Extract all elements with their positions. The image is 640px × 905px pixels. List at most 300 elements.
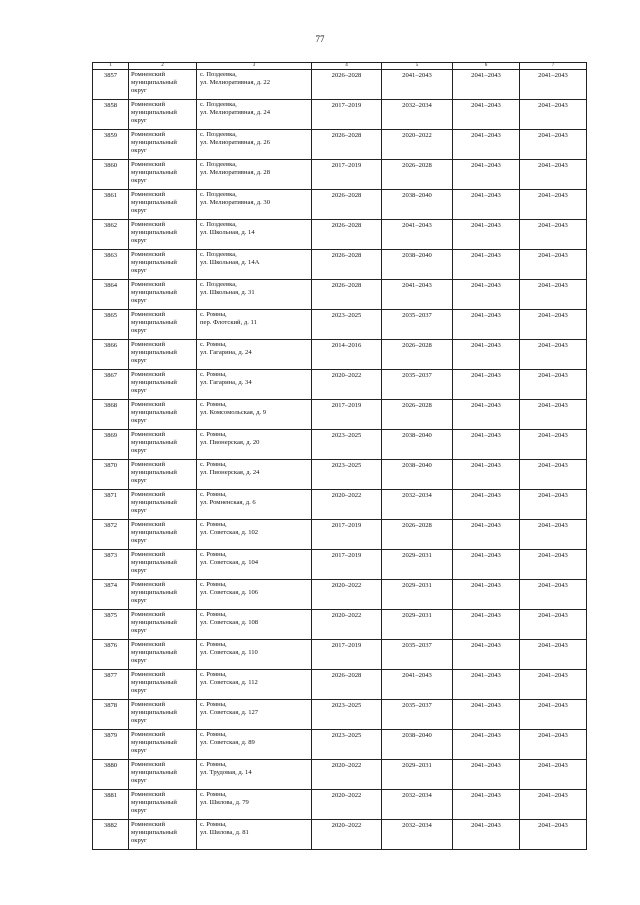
period-cell: 2041–2043: [453, 160, 520, 190]
address-line: с. Ромны,: [200, 551, 227, 558]
period-cell: 2020–2022: [312, 490, 382, 520]
period-cell: 2026–2028: [382, 340, 453, 370]
district-line: округ: [131, 207, 147, 214]
district-line: округ: [131, 177, 147, 184]
district-cell: [129, 70, 197, 100]
district-line: округ: [131, 357, 147, 364]
district-cell: [129, 430, 197, 460]
district-line: Ромненский: [131, 401, 166, 408]
district-line: Ромненский: [131, 431, 166, 438]
address-line: ул. Школьная, д. 31: [200, 289, 255, 296]
district-line: муниципальный: [131, 799, 177, 806]
period-cell: 2026–2028: [312, 670, 382, 700]
address-cell: [197, 430, 312, 460]
district-line: округ: [131, 687, 147, 694]
table-row: [93, 220, 587, 250]
district-cell: [129, 700, 197, 730]
district-line: муниципальный: [131, 829, 177, 836]
table-row: [93, 400, 587, 430]
period-cell: 2041–2043: [520, 430, 587, 460]
table-row: [93, 190, 587, 220]
period-cell: 2020–2022: [312, 820, 382, 850]
district-cell: [129, 550, 197, 580]
period-cell: 2020–2022: [312, 580, 382, 610]
address-line: с. Поздеевка,: [200, 71, 237, 78]
district-line: Ромненский: [131, 251, 166, 258]
table-row: [93, 130, 587, 160]
district-line: Ромненский: [131, 701, 166, 708]
district-line: округ: [131, 837, 147, 844]
period-cell: 2041–2043: [520, 520, 587, 550]
table-row: [93, 790, 587, 820]
address-line: с. Поздеевка,: [200, 281, 237, 288]
period-cell: 2041–2043: [453, 640, 520, 670]
table-row: [93, 670, 587, 700]
column-header: 1: [93, 63, 129, 70]
district-line: Ромненский: [131, 791, 166, 798]
table-row: [93, 430, 587, 460]
period-cell: 2041–2043: [453, 580, 520, 610]
table-row: [93, 700, 587, 730]
district-line: муниципальный: [131, 199, 177, 206]
period-cell: 2041–2043: [520, 640, 587, 670]
row-number-cell: 3876: [93, 640, 129, 670]
period-cell: 2026–2028: [312, 280, 382, 310]
district-line: муниципальный: [131, 439, 177, 446]
period-cell: 2020–2022: [312, 760, 382, 790]
district-line: Ромненский: [131, 221, 166, 228]
period-cell: 2041–2043: [453, 490, 520, 520]
district-cell: [129, 130, 197, 160]
period-cell: 2041–2043: [382, 670, 453, 700]
district-line: муниципальный: [131, 679, 177, 686]
page-number: 77: [315, 34, 325, 44]
period-cell: 2041–2043: [453, 700, 520, 730]
district-cell: [129, 670, 197, 700]
table-row: [93, 370, 587, 400]
district-cell: [129, 280, 197, 310]
period-cell: 2041–2043: [453, 790, 520, 820]
district-line: Ромненский: [131, 521, 166, 528]
district-cell: [129, 490, 197, 520]
district-line: округ: [131, 147, 147, 154]
period-cell: 2035–2037: [382, 310, 453, 340]
period-cell: 2017–2019: [312, 550, 382, 580]
column-header: 7: [520, 63, 587, 70]
period-cell: 2023–2025: [312, 430, 382, 460]
address-line: с. Поздеевка,: [200, 221, 237, 228]
table-row: [93, 310, 587, 340]
district-line: Ромненский: [131, 671, 166, 678]
period-cell: 2026–2028: [312, 220, 382, 250]
period-cell: 2038–2040: [382, 730, 453, 760]
period-cell: 2041–2043: [520, 340, 587, 370]
period-cell: 2041–2043: [453, 820, 520, 850]
address-cell: [197, 190, 312, 220]
table-row: [93, 340, 587, 370]
period-cell: 2041–2043: [520, 100, 587, 130]
address-line: с. Ромны,: [200, 341, 227, 348]
table-row: [93, 160, 587, 190]
district-line: Ромненский: [131, 491, 166, 498]
row-number-cell: 3875: [93, 610, 129, 640]
address-line: ул. Трудовая, д. 14: [200, 769, 252, 776]
district-line: округ: [131, 297, 147, 304]
address-line: ул. Пионерская, д. 24: [200, 469, 260, 476]
address-line: с. Ромны,: [200, 761, 227, 768]
address-line: с. Ромны,: [200, 401, 227, 408]
period-cell: 2038–2040: [382, 250, 453, 280]
period-cell: 2041–2043: [453, 550, 520, 580]
period-cell: 2041–2043: [520, 580, 587, 610]
period-cell: 2041–2043: [453, 280, 520, 310]
period-cell: 2041–2043: [453, 370, 520, 400]
district-cell: [129, 400, 197, 430]
period-cell: 2041–2043: [453, 130, 520, 160]
address-line: ул. Советская, д. 106: [200, 589, 259, 596]
address-line: ул. Мелиоративная, д. 28: [200, 169, 271, 176]
district-cell: [129, 190, 197, 220]
address-line: ул. Мелиоративная, д. 26: [200, 139, 271, 146]
address-cell: [197, 550, 312, 580]
address-line: с. Ромны,: [200, 461, 227, 468]
address-line: ул. Школьная, д. 14: [200, 229, 255, 236]
district-line: округ: [131, 237, 147, 244]
address-line: с. Поздеевка,: [200, 161, 237, 168]
table-row: [93, 760, 587, 790]
address-line: ул. Советская, д. 89: [200, 739, 255, 746]
district-cell: [129, 310, 197, 340]
period-cell: 2026–2028: [312, 70, 382, 100]
address-line: с. Поздеевка,: [200, 131, 237, 138]
column-header: 6: [453, 63, 520, 70]
address-line: ул. Советская, д. 102: [200, 529, 259, 536]
row-number-cell: 3859: [93, 130, 129, 160]
period-cell: 2035–2037: [382, 370, 453, 400]
district-line: округ: [131, 777, 147, 784]
period-cell: 2041–2043: [453, 400, 520, 430]
district-line: округ: [131, 87, 147, 94]
district-line: Ромненский: [131, 161, 166, 168]
address-line: с. Ромны,: [200, 611, 227, 618]
table-row: [93, 70, 587, 100]
period-cell: 2041–2043: [453, 340, 520, 370]
address-cell: [197, 100, 312, 130]
district-line: муниципальный: [131, 139, 177, 146]
address-line: ул. Советская, д. 104: [200, 559, 259, 566]
period-cell: 2035–2037: [382, 640, 453, 670]
address-cell: [197, 790, 312, 820]
address-line: ул. Советская, д. 112: [200, 679, 258, 686]
period-cell: 2041–2043: [520, 370, 587, 400]
period-cell: 2041–2043: [520, 400, 587, 430]
district-line: муниципальный: [131, 259, 177, 266]
period-cell: 2017–2019: [312, 400, 382, 430]
period-cell: 2014–2016: [312, 340, 382, 370]
period-cell: 2038–2040: [382, 430, 453, 460]
address-line: ул. Комсомольская, д. 9: [200, 409, 267, 416]
row-number-cell: 3857: [93, 70, 129, 100]
column-header: 4: [312, 63, 382, 70]
address-line: с. Ромны,: [200, 311, 227, 318]
period-cell: 2038–2040: [382, 460, 453, 490]
address-line: ул. Пионерская, д. 20: [200, 439, 260, 446]
period-cell: 2017–2019: [312, 100, 382, 130]
period-cell: 2041–2043: [520, 670, 587, 700]
period-cell: 2041–2043: [453, 100, 520, 130]
period-cell: 2026–2028: [312, 130, 382, 160]
row-number-cell: 3867: [93, 370, 129, 400]
table-row: [93, 100, 587, 130]
district-cell: [129, 520, 197, 550]
address-line: с. Ромны,: [200, 491, 227, 498]
period-cell: 2041–2043: [382, 280, 453, 310]
district-line: Ромненский: [131, 581, 166, 588]
district-line: муниципальный: [131, 769, 177, 776]
period-cell: 2029–2031: [382, 550, 453, 580]
district-line: округ: [131, 537, 147, 544]
period-cell: 2041–2043: [520, 250, 587, 280]
period-cell: 2041–2043: [520, 700, 587, 730]
table-row: [93, 580, 587, 610]
period-cell: 2023–2025: [312, 700, 382, 730]
period-cell: 2041–2043: [520, 820, 587, 850]
row-number-cell: 3879: [93, 730, 129, 760]
address-cell: [197, 520, 312, 550]
district-line: Ромненский: [131, 71, 166, 78]
address-cell: [197, 370, 312, 400]
address-cell: [197, 700, 312, 730]
address-line: пер. Флотский, д. 11: [200, 319, 257, 326]
period-cell: 2041–2043: [520, 280, 587, 310]
district-line: муниципальный: [131, 499, 177, 506]
district-line: муниципальный: [131, 379, 177, 386]
period-cell: 2041–2043: [520, 550, 587, 580]
period-cell: 2041–2043: [520, 460, 587, 490]
address-cell: [197, 730, 312, 760]
housing-schedule-table: [92, 62, 587, 850]
district-cell: [129, 640, 197, 670]
district-cell: [129, 250, 197, 280]
district-line: Ромненский: [131, 761, 166, 768]
period-cell: 2041–2043: [453, 610, 520, 640]
district-line: округ: [131, 747, 147, 754]
district-line: муниципальный: [131, 169, 177, 176]
column-header: 5: [382, 63, 453, 70]
address-line: ул. Гагарина, д. 34: [200, 379, 252, 386]
period-cell: 2041–2043: [453, 190, 520, 220]
district-line: муниципальный: [131, 559, 177, 566]
period-cell: 2020–2022: [312, 370, 382, 400]
district-line: Ромненский: [131, 131, 166, 138]
address-cell: [197, 460, 312, 490]
period-cell: 2041–2043: [453, 250, 520, 280]
district-line: округ: [131, 387, 147, 394]
period-cell: 2029–2031: [382, 610, 453, 640]
district-line: муниципальный: [131, 409, 177, 416]
table-row: [93, 730, 587, 760]
district-line: Ромненский: [131, 311, 166, 318]
period-cell: 2041–2043: [453, 460, 520, 490]
row-number-cell: 3877: [93, 670, 129, 700]
district-line: муниципальный: [131, 229, 177, 236]
district-line: муниципальный: [131, 109, 177, 116]
district-cell: [129, 730, 197, 760]
address-line: с. Ромны,: [200, 731, 227, 738]
district-line: округ: [131, 657, 147, 664]
row-number-cell: 3869: [93, 430, 129, 460]
address-line: ул. Мелиоративная, д. 30: [200, 199, 271, 206]
address-cell: [197, 310, 312, 340]
period-cell: 2041–2043: [520, 760, 587, 790]
district-line: Ромненский: [131, 191, 166, 198]
district-line: Ромненский: [131, 611, 166, 618]
period-cell: 2029–2031: [382, 580, 453, 610]
district-line: муниципальный: [131, 739, 177, 746]
row-number-cell: 3862: [93, 220, 129, 250]
district-line: округ: [131, 447, 147, 454]
district-cell: [129, 100, 197, 130]
period-cell: 2041–2043: [453, 430, 520, 460]
table-row: [93, 520, 587, 550]
district-line: муниципальный: [131, 529, 177, 536]
period-cell: 2023–2025: [312, 460, 382, 490]
row-number-cell: 3860: [93, 160, 129, 190]
address-line: ул. Шилова, д. 81: [200, 829, 249, 836]
period-cell: 2017–2019: [312, 160, 382, 190]
period-cell: 2026–2028: [312, 250, 382, 280]
row-number-cell: 3863: [93, 250, 129, 280]
district-line: округ: [131, 807, 147, 814]
address-cell: [197, 580, 312, 610]
address-line: с. Поздеевка,: [200, 101, 237, 108]
row-number-cell: 3874: [93, 580, 129, 610]
address-line: с. Ромны,: [200, 641, 227, 648]
address-cell: [197, 160, 312, 190]
district-line: муниципальный: [131, 289, 177, 296]
district-cell: [129, 760, 197, 790]
address-cell: [197, 760, 312, 790]
row-number-cell: 3872: [93, 520, 129, 550]
column-number-row: [93, 63, 587, 70]
row-number-cell: 3882: [93, 820, 129, 850]
row-number-cell: 3870: [93, 460, 129, 490]
district-line: округ: [131, 507, 147, 514]
row-number-cell: 3861: [93, 190, 129, 220]
period-cell: 2041–2043: [382, 70, 453, 100]
district-line: Ромненский: [131, 731, 166, 738]
district-line: округ: [131, 327, 147, 334]
address-cell: [197, 610, 312, 640]
district-line: муниципальный: [131, 709, 177, 716]
district-cell: [129, 160, 197, 190]
period-cell: 2041–2043: [520, 190, 587, 220]
address-line: с. Ромны,: [200, 791, 227, 798]
district-line: округ: [131, 417, 147, 424]
district-line: Ромненский: [131, 461, 166, 468]
row-number-cell: 3873: [93, 550, 129, 580]
district-line: Ромненский: [131, 821, 166, 828]
period-cell: 2020–2022: [382, 130, 453, 160]
address-line: ул. Мелиоративная, д. 24: [200, 109, 271, 116]
district-cell: [129, 460, 197, 490]
period-cell: 2026–2028: [312, 190, 382, 220]
district-line: округ: [131, 627, 147, 634]
period-cell: 2017–2019: [312, 520, 382, 550]
table-row: [93, 550, 587, 580]
period-cell: 2023–2025: [312, 730, 382, 760]
district-cell: [129, 220, 197, 250]
address-line: ул. Гагарина, д. 24: [200, 349, 252, 356]
district-cell: [129, 790, 197, 820]
district-line: муниципальный: [131, 619, 177, 626]
period-cell: 2032–2034: [382, 790, 453, 820]
row-number-cell: 3866: [93, 340, 129, 370]
period-cell: 2041–2043: [382, 220, 453, 250]
district-line: Ромненский: [131, 641, 166, 648]
address-cell: [197, 400, 312, 430]
period-cell: 2020–2022: [312, 610, 382, 640]
period-cell: 2026–2028: [382, 520, 453, 550]
table-row: [93, 610, 587, 640]
address-line: ул. Советская, д. 108: [200, 619, 259, 626]
period-cell: 2041–2043: [520, 70, 587, 100]
period-cell: 2041–2043: [520, 730, 587, 760]
address-cell: [197, 490, 312, 520]
district-line: округ: [131, 567, 147, 574]
address-cell: [197, 250, 312, 280]
period-cell: 2041–2043: [520, 490, 587, 520]
district-line: муниципальный: [131, 349, 177, 356]
address-line: ул. Советская, д. 127: [200, 709, 259, 716]
row-number-cell: 3880: [93, 760, 129, 790]
period-cell: 2041–2043: [453, 760, 520, 790]
district-line: Ромненский: [131, 551, 166, 558]
address-line: с. Ромны,: [200, 581, 227, 588]
period-cell: 2041–2043: [520, 610, 587, 640]
district-line: Ромненский: [131, 281, 166, 288]
period-cell: 2041–2043: [453, 730, 520, 760]
address-cell: [197, 340, 312, 370]
period-cell: 2032–2034: [382, 490, 453, 520]
district-line: муниципальный: [131, 469, 177, 476]
column-header: 2: [129, 63, 197, 70]
period-cell: 2029–2031: [382, 760, 453, 790]
column-header: 3: [197, 63, 312, 70]
address-line: с. Ромны,: [200, 701, 227, 708]
address-line: с. Ромны,: [200, 521, 227, 528]
row-number-cell: 3878: [93, 700, 129, 730]
address-line: ул. Школьная, д. 14А: [200, 259, 260, 266]
period-cell: 2041–2043: [453, 670, 520, 700]
row-number-cell: 3871: [93, 490, 129, 520]
district-line: муниципальный: [131, 79, 177, 86]
district-cell: [129, 370, 197, 400]
district-line: Ромненский: [131, 341, 166, 348]
table-row: [93, 280, 587, 310]
period-cell: 2041–2043: [453, 520, 520, 550]
address-cell: [197, 70, 312, 100]
period-cell: 2041–2043: [520, 160, 587, 190]
address-line: с. Ромны,: [200, 671, 227, 678]
address-cell: [197, 820, 312, 850]
period-cell: 2041–2043: [520, 220, 587, 250]
district-line: округ: [131, 597, 147, 604]
district-line: округ: [131, 267, 147, 274]
address-line: с. Поздеевка,: [200, 191, 237, 198]
period-cell: 2041–2043: [453, 310, 520, 340]
district-line: муниципальный: [131, 319, 177, 326]
